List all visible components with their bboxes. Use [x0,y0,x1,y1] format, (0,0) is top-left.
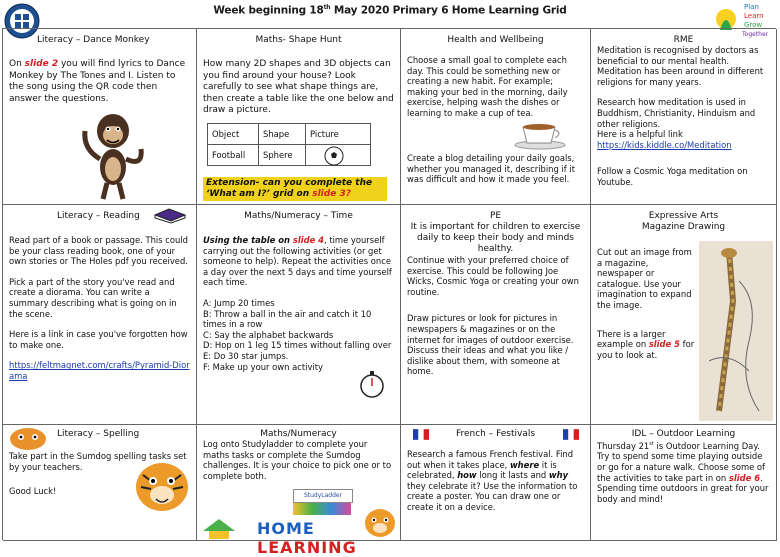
svg-text:Learn: Learn [744,12,764,20]
svg-text:Plan: Plan [744,3,759,11]
cell-text: Here is a helpful link [597,129,683,140]
cell-text: On slide 2 you will find lyrics to Dance Monkey by The Tones and I. Listen to the song using the QR code then answer the questions. [9,59,186,104]
book-icon [153,207,187,223]
cell-text: Take part in the Sumdog spelling tasks set by your teachers. [9,451,187,472]
cell-text: Follow a Cosmic Yoga meditation on Youtube. [597,166,748,187]
sumdog-icon [5,425,51,451]
cell-text: Choose a small goal to complete each day. This could be something new or creating a new habit. For example; making your bed in the morning, daily exercise, helping wash the dishes or learning to make a cup of tea. [407,55,568,118]
cell-text: There is a larger example on slide 5 for you to look at. [597,328,695,360]
table-cell: Sphere [259,144,306,165]
cell-text: Good Luck! [9,486,57,497]
cell-text: Create a blog detailing your daily goals, whether you managed it, describing if it was difficult and how it made you feel. [407,153,576,185]
cell-text: How many 2D shapes and 3D objects can you find around your house? Look carefully to see what shape things are, then create a table like the one below and draw a picture. [203,59,394,115]
cell-text: Thursday 21st is Outdoor Learning Day. Try to spend some time playing outside or go for a nature walk. Choose some of the activities to take part in on slide 6. Spending time outdoors in great for your body and mind! [597,440,769,504]
cell-subheader: Magazine Drawing [641,222,726,232]
svg-text:Together: Together [742,31,769,38]
cell-text: Here is a link in case you've forgotten how to make one. [9,329,188,350]
learning-grid [2,28,776,557]
expressive-arts-cell [591,205,777,425]
tiger-head-icon [363,507,397,539]
pe-cell [401,205,591,425]
list-item: E: Do 30 star jumps. [203,350,289,361]
cell-header: Health and Wellbeing [447,35,544,45]
studyladder-logo: StudyLadder [293,489,353,503]
cell-header: Literacy – Spelling [57,429,140,439]
maths-numeracy-cell [197,425,401,557]
stopwatch-icon [357,369,387,399]
activity-list [197,298,400,372]
cell-header: Maths- Shape Hunt [255,35,342,45]
table-header: Picture [306,123,371,144]
page-title: Week beginning 18th May 2020 Primary 6 Home Learning Grid [213,4,567,17]
cell-header: Literacy – Dance Monkey [37,35,150,45]
list-item: D: Hop on 1 leg 15 times without falling over [203,340,392,351]
cell-subheader: It is important for children to exercise daily to keep their body and minds healthy. [410,222,581,254]
cell-header: Literacy – Reading [57,211,140,221]
home-learning-banner: HOME LEARNING [257,519,357,557]
cell-header: IDL – Outdoor Learning [631,429,736,439]
list-item: F: Make up your own activity [203,361,323,372]
french-flag-icon [563,429,579,440]
cell-header: French – Festivals [455,429,536,439]
cell-text: Cut out an image from a magazine, newspaper or catalogue. Use your imagination to expand the image. [597,247,692,310]
table-cell [306,144,371,165]
rme-cell [591,29,777,205]
tiger-image [133,459,191,515]
cell-text: Pick a part of the story you've read and create a diorama. You can write a summary describing what is going on in the scene. [9,276,177,319]
list-item: A: Jump 20 times [203,297,275,308]
french-festivals-cell [401,425,591,541]
teacup-image [513,121,567,149]
literacy-dance-monkey-cell [3,29,197,205]
meditation-link[interactable]: https://kids.kiddle.co/Meditation [597,139,732,150]
cell-text: Read part of a book or passage. This could be your class reading book, one of your own stories or The Holes pdf you received. [9,235,188,267]
literacy-spelling-cell [3,425,197,541]
list-item: C: Say the alphabet backwards [203,329,334,340]
maths-shape-hunt-cell [197,29,401,205]
svg-text:Grow: Grow [744,21,763,29]
cell-text: Continue with your preferred choice of exercise. This could be following Joe Wicks, Cosmic Yoga or creating your own routine. [407,255,579,297]
cell-header: Expressive Arts [648,211,719,221]
magazine-drawing-image [699,241,773,421]
idl-outdoor-learning-cell [591,425,777,541]
french-flag-icon [413,429,429,440]
health-wellbeing-cell [401,29,591,205]
list-item: B: Throw a ball in the air and catch it 10 times in a row [203,308,372,330]
monkey-image [75,109,151,201]
cell-text: Using the table on slide 4, time yourself carrying out the following activities (or get someone to help). Repeat the activities once a day over the next 5 days and time yourself each time. [203,235,392,288]
studyladder-banner [293,503,351,515]
cell-header: PE [489,211,502,221]
table-cell: Football [208,144,259,165]
extension-box: Extension- can you complete the ‘What am I?’ grid on slide 3? [203,177,387,201]
cell-text: Meditation is recognised by doctors as beneficial to our mental health. Meditation has been around in different religions for many years. [597,45,764,87]
cell-text: Research a famous French festival. Find out when it takes place, where it is celebrated, how long it lasts and why they celebrate it? Use the information to create a poster. You can draw one or create it on a device. [407,449,578,512]
diorama-link[interactable]: https://feltmagnet.com/crafts/Pyramid-Diorama [9,360,190,381]
cell-text: Draw pictures or look for pictures in newspapers & magazines or on the internet for images of outdoor exercise. Discuss their ideas and what you like / dislike about them, with someone at home. [407,313,574,377]
maths-time-cell [197,205,401,425]
literacy-reading-cell [3,205,197,425]
cell-header: Maths/Numeracy [260,429,337,439]
table-header: Object [208,123,259,144]
shape-table [207,123,371,166]
cell-text: Log onto Studyladder to complete your maths tasks or complete the Sumdog challenges. It is your choice to pick one or to complete both. [203,439,392,481]
cell-header: RME [673,35,694,45]
table-header: Shape [259,123,306,144]
cell-text: Research how meditation is used in Buddhism, Christianity, Hinduism and other religions. [597,97,756,129]
football-icon [324,146,344,166]
cell-header: Maths/Numeracy – Time [244,211,353,221]
house-icon [199,517,239,539]
